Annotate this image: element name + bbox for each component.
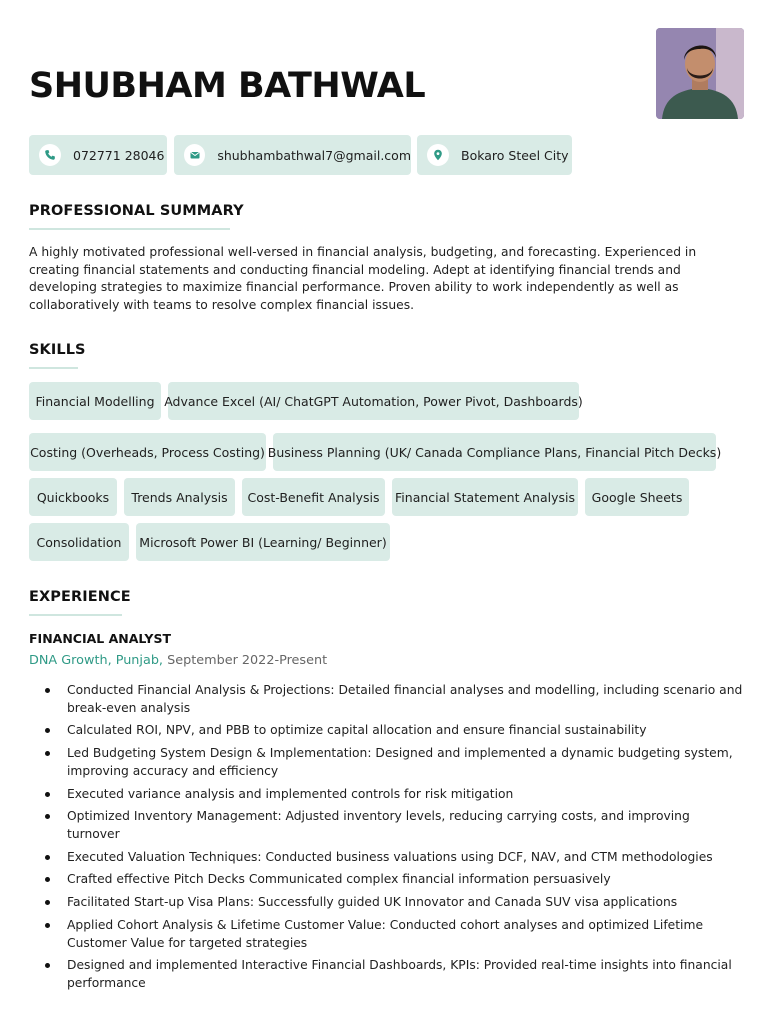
phone-text: 072771 28046: [73, 147, 165, 163]
skill-tag: Financial Statement Analysis: [392, 478, 578, 516]
skill-tag: Business Planning (UK/ Canada Compliance Plans, Financial Pitch Decks): [273, 433, 716, 471]
skill-tag: Consolidation: [29, 523, 129, 561]
job-bullet: Applied Cohort Analysis & Lifetime Customer Value: Conducted cohort analyses and optimized Lifetime Customer Value for targeted strategies: [45, 917, 745, 952]
job-bullet: Designed and implemented Interactive Financial Dashboards, KPIs: Provided real-time insights into financial performance: [45, 957, 745, 992]
summary-heading-underline: [29, 228, 230, 230]
skills-heading-underline: [29, 367, 78, 369]
job-bullet: Executed Valuation Techniques: Conducted business valuations using DCF, NAV, and CTM methodologies: [45, 849, 745, 867]
phone-chip[interactable]: [29, 135, 167, 175]
skills-heading: SKILLS: [29, 342, 86, 358]
job-title: FINANCIAL ANALYST: [29, 631, 172, 646]
job-bullet: Facilitated Start-up Visa Plans: Successfully guided UK Innovator and Canada SUV visa applications: [45, 894, 745, 912]
profile-photo: [656, 28, 744, 119]
profile-photo-illustration: [656, 28, 744, 119]
job-bullet: Conducted Financial Analysis & Projections: Detailed financial analyses and modelling, including scenario and break-even analysis: [45, 682, 745, 717]
summary-heading: PROFESSIONAL SUMMARY: [29, 203, 244, 219]
job-bullet: Executed variance analysis and implemented controls for risk mitigation: [45, 786, 745, 804]
skill-tag: Advance Excel (AI/ ChatGPT Automation, Power Pivot, Dashboards): [168, 382, 579, 420]
email-icon: [184, 144, 205, 166]
location-text: Bokaro Steel City: [461, 147, 569, 163]
job-bullet: Calculated ROI, NPV, and PBB to optimize capital allocation and ensure financial sustainability: [45, 722, 745, 740]
candidate-name: SHUBHAM BATHWAL: [29, 66, 426, 106]
job-bullet: Crafted effective Pitch Decks Communicated complex financial information persuasively: [45, 871, 745, 889]
skill-tag: Google Sheets: [585, 478, 689, 516]
skill-tag: Cost-Benefit Analysis: [242, 478, 385, 516]
experience-heading: EXPERIENCE: [29, 589, 131, 605]
skill-tag: Microsoft Power BI (Learning/ Beginner): [136, 523, 390, 561]
job-dates: September 2022-Present: [167, 653, 328, 668]
job-bullet: Led Budgeting System Design & Implementation: Designed and implemented a dynamic budgeting system, improving accuracy and efficiency: [45, 745, 745, 780]
skill-tag: Trends Analysis: [124, 478, 235, 516]
location-chip[interactable]: [417, 135, 572, 175]
skill-tag: Costing (Overheads, Process Costing): [29, 433, 266, 471]
job-bullet-list: [45, 682, 745, 998]
location-icon: [427, 144, 449, 166]
summary-text: A highly motivated professional well-versed in financial analysis, budgeting, and forecasting. Experienced in creating financial statements and conducting financial modeling. Adept at identifying financial trends and developing strategies to maximize financial performance. Proven ability to work independently as well as collaboratively with teams to resolve complex financial issues.: [29, 245, 697, 312]
job-meta: [29, 653, 327, 668]
skill-tag: Quickbooks: [29, 478, 117, 516]
job-bullet: Optimized Inventory Management: Adjusted inventory levels, reducing carrying costs, and improving turnover: [45, 808, 745, 843]
phone-icon: [39, 144, 61, 166]
experience-heading-underline: [29, 614, 122, 616]
job-company: DNA Growth, Punjab,: [29, 653, 164, 668]
email-chip[interactable]: [174, 135, 411, 175]
email-text: shubhambathwal7@gmail.com: [217, 147, 411, 163]
skill-tag: Financial Modelling: [29, 382, 161, 420]
